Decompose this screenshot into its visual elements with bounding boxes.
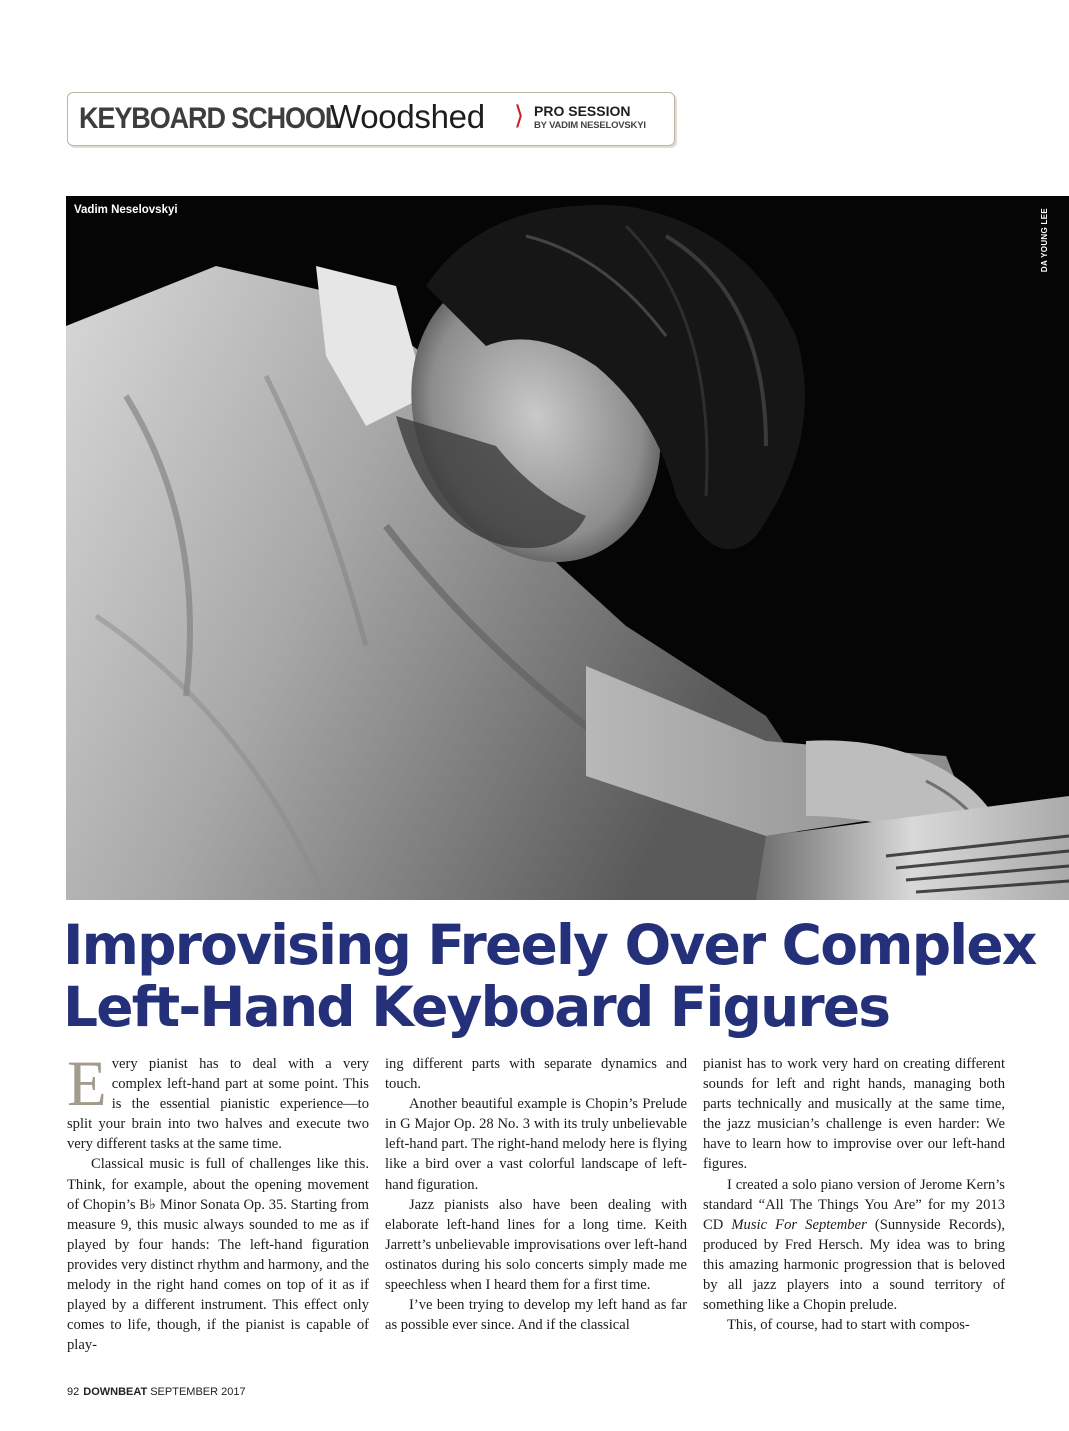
paragraph-text: I created a solo piano version of Jerome Kern’s standard “All The Things You Are” for my 2013 CD [703,1176,1005,1233]
paragraph: Jazz pianists also have been dealing with elaborate left-hand lines for a long time. Keith Jarrett’s unbelievable improvisations over left-hand ostinatos during his solo concerts simply made me speechless when I heard them for a first time. [385,1196,687,1294]
hero-photo [66,196,1069,900]
pro-session-label: PRO SESSION [534,103,631,119]
issue-date: SEPTEMBER 2017 [150,1386,246,1398]
paragraph [67,1048,369,1154]
article-headline [63,914,1043,1038]
paragraph: ing different parts with separate dynamics and touch. [385,1056,687,1093]
flat-symbol: ♭ [149,1196,157,1213]
paragraph-text: Classical music is full of challenges like this. Think, for example, about the opening movement of Chopin’s B [67,1156,369,1213]
chevron-right-icon: ⟩ [514,101,525,131]
paragraph: pianist has to work very hard on creating different sounds for left and right hands, managing both parts technically and musically at the same time, the jazz musician’s challenge is even harder: We have to learn how to improvise over our left-hand figures. [703,1056,1005,1173]
paragraph-text: (Sunnyside Records), produced by Fred Hersch. My idea was to bring this amazing harmonic progression that is beloved by all jazz players into a sound territory of something like a Chopin prelude. [703,1216,1005,1314]
album-title: Music For September [731,1216,867,1233]
article-column-3 [703,1054,1005,1335]
paragraph-text: very pianist has to deal with a very complex left-hand part at some point. This is the essential pianistic experience—to split your brain into two halves and execute two very different tasks at the same time. [67,1056,369,1153]
headline-line-2: Left-Hand Keyboard Figures [63,975,890,1039]
pianist-photo-illustration [66,196,1069,900]
paragraph-text: Minor Sonata Op. 35. Starting from measure 9, this music always sounded to me as if played by four hands: The left-hand figuration provides very distinct rhythm and harmony, and the melody in the right hand comes on top of it as if played by a different instrument. This effect only comes to life, though, if the pianist is capable of play- [67,1196,369,1354]
section-header [67,92,675,146]
paragraph: I’ve been trying to develop my left hand as far as possible ever since. And if the classical [385,1297,687,1334]
paragraph [703,1175,1005,1316]
section-name: KEYBOARD SCHOOL [79,102,341,135]
paragraph [67,1154,369,1355]
photo-caption: Vadim Neselovskyi [74,204,178,216]
photo-credit: DA YOUNG LEE [1040,208,1049,273]
page-number: 92 [67,1386,80,1398]
article-column-1 [67,1048,369,1355]
author-byline: BY VADIM NESELOVSKYI [534,120,646,131]
subsection-name: Woodshed [330,98,485,135]
paragraph: Another beautiful example is Chopin’s Prelude in G Major Op. 28 No. 3 with its truly unbelievable left-hand part. The right-hand melody here is flying like a bird over a vast colorful landscape of left-hand figuration. [385,1096,687,1193]
article-column-2 [385,1054,687,1335]
page-folio [67,1386,246,1398]
paragraph: This, of course, had to start with compos- [727,1317,970,1334]
drop-cap: E [67,1048,107,1120]
magazine-name: DOWNBEAT [83,1386,148,1398]
headline-line-1: Improvising Freely Over Complex [63,913,1036,977]
